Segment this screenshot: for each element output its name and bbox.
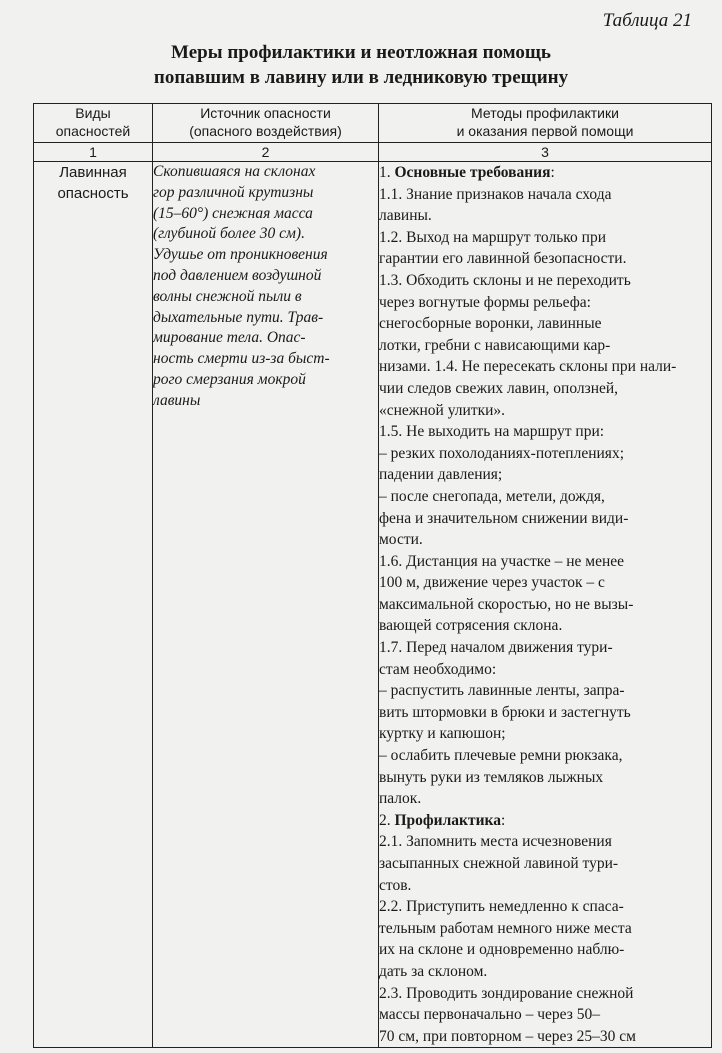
method-line (379, 810, 711, 832)
methods-text (379, 162, 711, 1047)
header-danger-type (34, 104, 153, 143)
method-line-text: стов. (379, 876, 412, 894)
title-line-1: Меры профилактики и неотложная помощь (171, 42, 551, 63)
method-line (379, 551, 711, 573)
method-line-text: фена и значительном снижении види- (379, 509, 629, 527)
header-danger-source-line: Источник опасности (200, 105, 331, 121)
method-line-text: 1.2. Выход на маршрут только при (379, 228, 606, 246)
source-line: (15–60°) снежная масса (153, 204, 313, 222)
method-line (379, 961, 711, 983)
method-line (379, 637, 711, 659)
method-line (379, 162, 711, 184)
method-line (379, 918, 711, 940)
method-line-text: массы первоначально – через 50– (379, 1006, 600, 1024)
header-danger-source (153, 104, 379, 143)
method-line (379, 270, 711, 292)
method-line-text: гарантии его лавинной безопасности. (379, 250, 627, 268)
method-line (379, 356, 711, 378)
method-section-heading: Основные требования (394, 164, 551, 181)
method-line (379, 313, 711, 335)
document-title (0, 40, 722, 90)
danger-type-cell (34, 162, 153, 1048)
method-line (379, 227, 711, 249)
method-line (379, 464, 711, 486)
method-line (379, 853, 711, 875)
method-line-text: вынуть руки из темляков лыжных (379, 768, 604, 786)
method-line (379, 615, 711, 637)
method-line-text: мости. (379, 531, 423, 549)
method-line (379, 594, 711, 616)
column-number-row (34, 143, 712, 162)
source-line: (глубиной более 30 см). (153, 225, 305, 243)
method-line (379, 659, 711, 681)
method-line-suffix: : (550, 164, 555, 181)
method-line (379, 486, 711, 508)
source-line: рого смерзания мокрой (153, 370, 306, 388)
methods-cell (379, 162, 712, 1048)
method-line (379, 1026, 711, 1048)
method-line (379, 184, 711, 206)
method-line-text: 1.3. Обходить склоны и не переходить (379, 271, 631, 289)
method-line (379, 421, 711, 443)
column-number: 1 (34, 143, 153, 162)
method-line-text: лотки, гребни с нависающими кар- (379, 336, 611, 354)
danger-type-line: Лавинная (59, 164, 127, 181)
method-line-suffix: : (500, 811, 506, 829)
method-line-text: «снежной улитки». (379, 401, 506, 419)
method-line-text: их на склоне и одновременно наблю- (379, 941, 625, 959)
source-line: под давлением воздушной (153, 266, 322, 284)
source-line: ность смерти из-за быст- (153, 350, 330, 368)
header-danger-source-line: (опасного воздействия) (189, 123, 342, 139)
method-line-text: максимальной скоростью, но не вызы- (379, 595, 634, 613)
method-line (379, 378, 711, 400)
method-line-text: палок. (379, 790, 422, 808)
method-line (379, 788, 711, 810)
table-row (34, 162, 712, 1048)
method-line-text: 1. (379, 164, 395, 181)
header-methods-line: и оказания первой помощи (456, 123, 634, 139)
method-section-heading: Профилактика (394, 811, 501, 829)
method-line (379, 335, 711, 357)
method-line (379, 702, 711, 724)
method-line-text: 1.5. Не выходить на маршрут при: (379, 423, 605, 441)
source-line: мирование тела. Опас- (153, 329, 306, 347)
source-line: лавины (153, 391, 201, 409)
method-line (379, 248, 711, 270)
method-line (379, 875, 711, 897)
method-line-text: засыпанных снежной лавиной тури- (379, 855, 619, 872)
method-line-text: 2.3. Проводить зондирование снежной (379, 984, 634, 1002)
method-line-text: – после снегопада, метели, дождя, (379, 487, 605, 505)
method-line-text: тельным работам немного ниже места (379, 919, 632, 937)
method-line (379, 292, 711, 314)
header-methods (379, 104, 712, 143)
table-number-label: Таблица 21 (602, 10, 692, 31)
method-line (379, 767, 711, 789)
method-line-text: через вогнутые формы рельефа: (379, 293, 591, 311)
method-line-text: 2.1. Запомнить места исчезновения (379, 833, 612, 851)
method-line-text: лавины. (379, 207, 432, 225)
method-line (379, 1004, 711, 1026)
method-line-text: 70 см, при повторном – через 25–30 см (379, 1027, 636, 1045)
column-number: 2 (153, 143, 379, 162)
danger-type-line: опасность (57, 185, 129, 202)
method-line (379, 508, 711, 530)
header-danger-type-line: опасностей (55, 123, 131, 139)
method-line-text: вить штормовки в брюки и застегнуть (379, 703, 631, 721)
method-line (379, 745, 711, 767)
method-line-text: 2. (379, 811, 395, 829)
header-row (34, 104, 712, 143)
column-number: 3 (379, 143, 712, 162)
danger-source-text (153, 162, 378, 412)
method-line (379, 680, 711, 702)
source-line: Удушье от проникновения (153, 246, 328, 264)
method-line (379, 572, 711, 594)
method-line-text: 1.1. Знание признаков начала схода (379, 185, 612, 203)
method-line (379, 205, 711, 227)
method-line (379, 529, 711, 551)
method-line-text: – ослабить плечевые ремни рюкзака, (379, 747, 623, 765)
method-line-text: низами. 1.4. Не пересекать склоны при нали- (379, 358, 677, 376)
method-line-text: 1.7. Перед началом движения тури- (379, 639, 613, 657)
method-line-text: – резких похолоданиях-потеплениях; (379, 444, 624, 462)
method-line-text: – распустить лавинные ленты, запра- (379, 682, 625, 700)
source-line: волны снежной пыли в (153, 287, 302, 305)
method-line-text: падении давления; (379, 466, 503, 484)
method-line (379, 400, 711, 422)
method-line-text: чии следов свежих лавин, оползней, (379, 379, 619, 397)
source-line: Скопившаяся на склонах (153, 163, 316, 180)
danger-source-cell (153, 162, 379, 1048)
source-line: гор различной крутизны (153, 183, 314, 201)
method-line (379, 896, 711, 918)
header-danger-type-line: Виды (75, 105, 111, 121)
method-line-text: 2.2. Приступить немедленно к спаса- (379, 898, 624, 916)
method-line-text: 100 м, движение через участок – с (379, 574, 605, 592)
method-line (379, 723, 711, 745)
method-line (379, 831, 711, 853)
method-line (379, 443, 711, 465)
prevention-table (33, 103, 712, 1048)
header-methods-line: Методы профилактики (471, 105, 619, 121)
title-line-2: попавшим в лавину или в ледниковую трещину (153, 67, 569, 88)
source-line: дыхательные пути. Трав- (153, 308, 324, 326)
method-line-text: 1.6. Дистанция на участке – не менее (379, 552, 625, 570)
method-line (379, 939, 711, 961)
method-line-text: снегосборные воронки, лавинные (379, 315, 602, 333)
method-line (379, 983, 711, 1005)
method-line-text: вающей сотрясения склона. (379, 617, 563, 635)
method-line-text: стам необходимо: (379, 660, 497, 678)
method-line-text: куртку и капюшон; (379, 725, 506, 743)
method-line-text: дать за склоном. (379, 962, 488, 980)
